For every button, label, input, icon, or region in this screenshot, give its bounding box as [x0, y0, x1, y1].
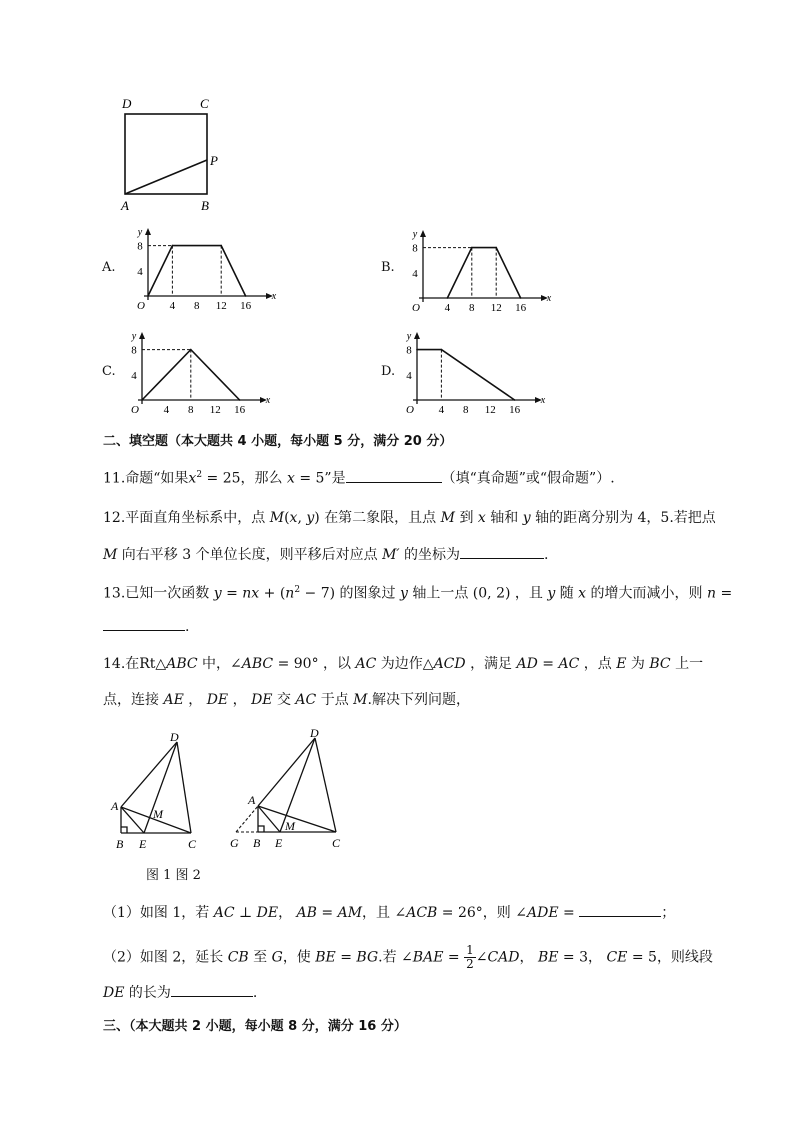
- answer-blank[interactable]: [460, 544, 544, 559]
- option-letter: B.: [381, 260, 395, 275]
- x-tick-label: 8: [469, 302, 475, 314]
- q12-text: 在第二象限，且点: [324, 510, 437, 526]
- y-tick-label: 8: [406, 344, 412, 357]
- y-tick-label: 8: [137, 240, 143, 253]
- q14-text: ，以: [323, 656, 352, 672]
- question-13-line-1: 13.已知一次函数 y = nx + $(n^2 - 7)$ 的图象过 y 轴上一点 (0, 2) ，且 y 随 x 的增大而减小，则 n =: [103, 585, 733, 602]
- q11-prefix: 11.命题“如果: [103, 470, 189, 487]
- fig1-label-a: A: [111, 799, 119, 813]
- q14-2-text: 至: [253, 949, 268, 966]
- question-12-line-1: 12.平面直角坐标系中，点 M(x, y) 在第二象限，且点 M 到 x 轴和 y 轴的距离分别为 4，5.若把点: [103, 510, 716, 526]
- y-axis-arrow: [145, 228, 151, 235]
- q13-text: 的图象过: [339, 585, 396, 602]
- fig2-label-c: C: [332, 836, 341, 850]
- q14-text: 于点: [320, 692, 349, 708]
- y-axis-label: y: [137, 227, 143, 238]
- option-letter: C.: [102, 364, 116, 379]
- x-tick-label: 4: [438, 404, 445, 416]
- q14-2-text: .若: [378, 949, 397, 966]
- q14-1-text: ；: [661, 905, 676, 921]
- origin-label: O: [412, 302, 420, 314]
- fig1-label-c: C: [188, 837, 197, 851]
- q14-text: 上一: [675, 656, 704, 672]
- x-tick-label: 12: [490, 302, 502, 314]
- q14-2-text: ，则线段: [656, 949, 713, 966]
- q13-text: .: [185, 619, 190, 635]
- fig1-label-b: B: [116, 837, 124, 851]
- x-axis-label: x: [265, 395, 271, 406]
- option-letter: A.: [102, 260, 116, 275]
- q14-text: ，: [188, 692, 203, 708]
- x-tick-label: 4: [444, 302, 451, 314]
- fraction-one-half: $\frac{1}{2}$: [466, 943, 474, 971]
- x-tick-label: 12: [209, 404, 221, 416]
- data-point: [441, 349, 443, 351]
- data-point: [471, 247, 473, 249]
- q14-1-text: ，且: [362, 905, 391, 921]
- y-tick-label: 4: [137, 265, 143, 278]
- y-axis-label: y: [131, 331, 137, 342]
- q14-text: ，点: [583, 656, 612, 672]
- fig1-label-m: M: [153, 807, 163, 821]
- figure-1: [108, 730, 208, 854]
- data-point: [416, 349, 418, 351]
- fig2-label-m: M: [285, 819, 295, 833]
- q12-text: 轴和: [490, 510, 519, 526]
- y-axis-label: y: [406, 331, 412, 342]
- exponent: 2: [196, 470, 203, 480]
- x-tick-label: 16: [240, 300, 252, 312]
- x-axis-label: x: [271, 291, 277, 302]
- origin-label: O: [131, 404, 139, 416]
- var-x: x: [188, 470, 197, 487]
- x-tick-label: 16: [515, 302, 527, 314]
- question-14-part-2-line-1: （2）如图 2，延长 CB 至 G，使 BE = BG.若 ∠BAE = $\frac{1}{2}$ ∠CAD， BE = 3， CE = 5，则线段: [103, 943, 713, 971]
- question-14-line-2: 点，连接 AE ， DE ， DE 交 AC 于点 M.解决下列问题，: [103, 692, 470, 708]
- q14-2-text: （2）如图 2，延长: [103, 949, 224, 966]
- x-tick-label: 8: [463, 404, 469, 416]
- series-line: [447, 248, 520, 298]
- question-14-part-1: （1）如图 1，若 AC ⊥ DE， AB = AM，且 ∠ACB = 26°，则 ∠ADE = ；: [103, 902, 675, 923]
- var-x: x: [286, 470, 295, 487]
- series-line: [417, 350, 515, 400]
- answer-blank[interactable]: [346, 468, 442, 483]
- origin-label: O: [406, 404, 414, 416]
- q14-1-text: （1）如图 1，若: [103, 905, 210, 921]
- option-c-graph: [122, 330, 272, 418]
- figure-2: [228, 724, 348, 854]
- answer-blank[interactable]: [171, 982, 253, 997]
- y-axis-arrow: [139, 332, 145, 339]
- q14-text: 14.在: [103, 656, 140, 672]
- y-tick-label: 8: [131, 344, 137, 357]
- data-point: [172, 245, 174, 247]
- y-axis-arrow: [414, 332, 420, 339]
- x-tick-label: 16: [509, 404, 521, 416]
- q11-suffix: （填“真命题”或“假命题”）.: [441, 470, 615, 487]
- data-point: [239, 399, 241, 401]
- data-point: [245, 295, 247, 297]
- label-p: P: [210, 153, 218, 168]
- figure-caption: 图 1 图 2: [146, 868, 201, 883]
- answer-blank[interactable]: [579, 902, 661, 917]
- q14-text: 交: [276, 692, 291, 708]
- q14-2-text: ，: [519, 949, 534, 966]
- fig2-label-e: E: [275, 836, 283, 850]
- option-letter: D.: [381, 364, 396, 379]
- x-tick-label: 8: [188, 404, 194, 416]
- q12-text: 的坐标为: [404, 547, 461, 563]
- q14-1-text: ，: [278, 905, 293, 921]
- data-point: [190, 349, 192, 351]
- label-a: A: [121, 198, 129, 213]
- y-tick-label: 8: [412, 242, 418, 255]
- q12-text: 12.平面直角坐标系中，点: [103, 510, 266, 526]
- y-tick-label: 4: [131, 369, 137, 382]
- fig2-label-d: D: [310, 726, 319, 740]
- x-tick-label: 16: [234, 404, 246, 416]
- x-tick-label: 12: [215, 300, 227, 312]
- q13-text: ，且: [514, 585, 543, 602]
- q13-text: 13.已知一次函数: [103, 585, 210, 602]
- origin-label: O: [137, 300, 145, 312]
- q14-text: 中，: [202, 656, 231, 672]
- fig2-label-a: A: [248, 793, 256, 807]
- x-axis-label: x: [540, 395, 546, 406]
- question-12-line-2: M 向右平移 3 个单位长度，则平移后对应点 M′ 的坐标为 .: [103, 544, 548, 565]
- q14-text: 为: [630, 656, 645, 672]
- x-tick-label: 12: [484, 404, 496, 416]
- q13-text: 轴上一点: [412, 585, 469, 602]
- data-point: [514, 399, 516, 401]
- fig1-label-d: D: [170, 730, 179, 744]
- q14-text: 点，连接: [103, 692, 159, 708]
- option-b-graph: [403, 228, 553, 316]
- section-2-heading: 二、填空题（本大题共 4 小题，每小题 5 分，满分 20 分）: [103, 434, 453, 449]
- q12-text: .: [544, 547, 549, 563]
- fig1-label-e: E: [139, 837, 147, 851]
- label-d: D: [122, 96, 132, 111]
- data-point: [220, 245, 222, 247]
- q14-2-text: 的长为: [128, 985, 171, 1001]
- option-d-graph: [397, 330, 547, 418]
- q14-2-text: ，使: [282, 949, 311, 966]
- q13-text: 随: [559, 585, 574, 602]
- x-tick-label: 4: [169, 300, 176, 312]
- answer-blank[interactable]: [103, 616, 185, 631]
- q11-eq2: = 5”是: [294, 470, 346, 487]
- x-axis-label: x: [546, 293, 552, 304]
- q14-text: .解决下列问题，: [367, 692, 470, 708]
- q12-text: 轴的距离分别为 4，5.若把点: [535, 510, 716, 526]
- x-tick-label: 8: [194, 300, 200, 312]
- q14-1-text: ，则: [482, 905, 511, 921]
- section-3-heading: 三、（本大题共 2 小题，每小题 8 分，满分 16 分）: [103, 1019, 407, 1034]
- q14-2-text: .: [252, 985, 258, 1001]
- y-tick-label: 4: [406, 369, 412, 382]
- question-11: [103, 465, 615, 489]
- question-14-part-2-line-2: DE 的长为 .: [103, 982, 257, 1003]
- data-point: [147, 295, 149, 297]
- q14-2-text: ，: [588, 949, 602, 966]
- option-a-graph: [128, 226, 278, 314]
- question-14-line-1: 14.在Rt△ABC 中，∠ABC = 90° ，以 AC 为边作△ACD ，满足 AD = AC ，点 E 为 BC 上一: [103, 656, 704, 672]
- data-point: [447, 297, 449, 299]
- data-point: [141, 399, 143, 401]
- segment-ap: [125, 160, 207, 194]
- q13-text: 的增大而减小，则: [590, 585, 703, 602]
- q12-text: 向右平移 3 个单位长度，则平移后对应点: [121, 547, 378, 563]
- q14-text: ，: [232, 692, 247, 708]
- data-point: [520, 297, 522, 299]
- question-13-line-2: [103, 616, 189, 637]
- y-tick-label: 4: [412, 267, 418, 280]
- y-axis-arrow: [420, 230, 426, 237]
- q14-text: 为边作: [380, 656, 423, 672]
- q14-text: ，满足: [470, 656, 513, 672]
- q12-text: 到: [459, 510, 474, 526]
- x-tick-label: 4: [163, 404, 170, 416]
- y-axis-label: y: [412, 229, 418, 240]
- square-abcd: [125, 114, 207, 194]
- q11-eq1: = 25，那么: [202, 470, 287, 487]
- fig2-label-b: B: [253, 836, 261, 850]
- math-point-m: M: [269, 510, 285, 526]
- square-figure: [110, 92, 240, 217]
- data-point: [495, 247, 497, 249]
- series-line: [148, 246, 246, 296]
- label-b: B: [201, 198, 209, 213]
- fig2-label-g: G: [230, 836, 239, 850]
- label-c: C: [200, 96, 209, 111]
